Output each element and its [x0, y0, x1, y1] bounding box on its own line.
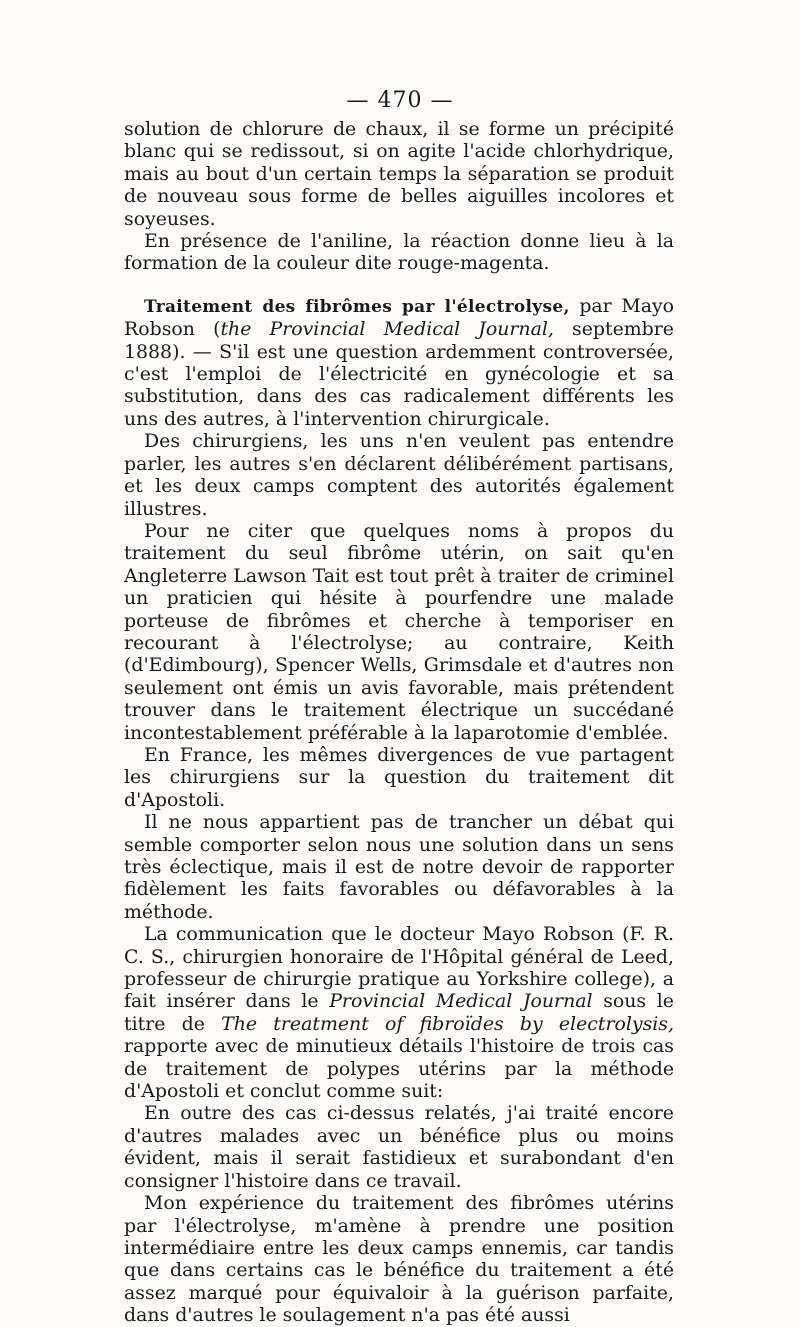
section-heading: Traitement des fibrômes par l'électrolyse, [144, 296, 570, 317]
section-paragraph [124, 295, 674, 430]
article-title: The treatment of fibroïdes by electrolysis, [221, 1012, 674, 1035]
paragraph-text: septembre 1888). — S'il est une question ardemment controversée, c'est l'emploi de l'électricité en gynécologie et sa substitution, dans des cas radicalement différents les uns des autres, à l'intervention chirurgicale. [124, 318, 674, 430]
body-text [124, 118, 674, 1327]
paragraph-text: sous le titre de [124, 990, 674, 1035]
paragraph: En outre des cas ci-dessus relatés, j'ai traité encore d'autres malades avec un bénéfice plus ou moins évident, mais il serait fastidieux et surabondant d'en consigner l'histoire dans ce travail. [124, 1102, 674, 1192]
page-number: — 470 — [346, 88, 454, 113]
paragraph-text: La communication que le docteur Mayo Robson (F. R. C. S., chirurgien honoraire de l'Hôpital général de Leed, professeur de chirurgie pratique au Yorkshire college), a fait insérer dans le [124, 923, 674, 1013]
paragraph: Il ne nous appartient pas de trancher un débat qui semble comporter selon nous une solution dans un sens très éclectique, mais il est de notre devoir de rapporter fidèlement les faits favorables ou défavorables à la méthode. [124, 811, 674, 923]
paragraph: solution de chlorure de chaux, il se forme un précipité blanc qui se redissout, si on agite l'acide chlorhydrique, mais au bout d'un certain temps la séparation se produit de nouveau sous forme de belles aiguilles incolores et soyeuses. [124, 118, 674, 230]
paragraph-text: rapporte avec de minutieux détails l'histoire de trois cas de traitement de polypes utérins par la méthode d'Apostoli et conclut comme suit: [124, 1035, 674, 1103]
paragraph [124, 923, 674, 1102]
paragraph: Des chirurgiens, les uns n'en veulent pas entendre parler, les autres s'en déclarent délibérément partisans, et les deux camps comptent des autorités également illustres. [124, 430, 674, 520]
journal-title: Provincial Medical Journal [329, 990, 593, 1013]
paragraph: En France, les mêmes divergences de vue partagent les chirurgiens sur la question du traitement dit d'Apostoli. [124, 743, 674, 811]
paragraph: Pour ne citer que quelques noms à propos du traitement du seul fibrôme utérin, on sait qu'en Angleterre Lawson Tait est tout prêt à traiter de criminel un praticien qui hésite à pourfendre une malade porteuse de fibrômes et cherche à temporiser en recourant à l'électrolyse; au contraire, Keith (d'Edimbourg), Spencer Wells, Grimsdale et d'autres non seulement ont émis un avis favorable, mais prétendent trouver dans le traitement électrique un succédané incontestablement préférable à la laparotomie d'emblée. [124, 519, 674, 744]
paragraph: Mon expérience du traitement des fibrômes utérins par l'électrolyse, m'amène à prendre une position intermédiaire entre les deux camps ennemis, car tandis que dans certains cas le bénéfice du traitement a été assez marqué pour équivaloir à la guérison parfaite, dans d'autres le soulagement n'a pas été aussi [124, 1192, 674, 1327]
paragraph: En présence de l'aniline, la réaction donne lieu à la formation de la couleur dite rouge-magenta. [124, 230, 674, 275]
journal-title: the Provincial Medical Journal, [220, 318, 554, 341]
paragraph-text: par Mayo Robson ( [124, 294, 674, 341]
